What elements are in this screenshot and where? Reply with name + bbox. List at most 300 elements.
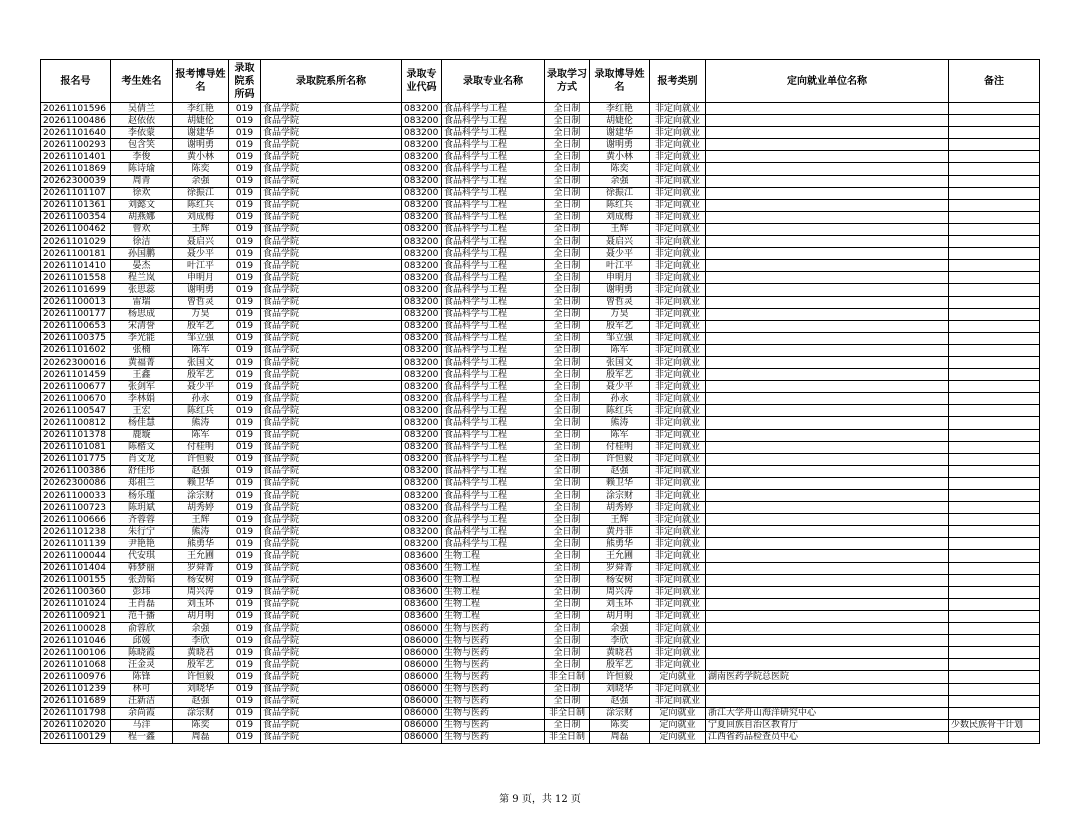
cell-dept-name: 食品学院 xyxy=(261,465,402,477)
table-row xyxy=(41,369,1040,381)
cell-remarks xyxy=(949,647,1040,659)
cell-major-name: 食品科学与工程 xyxy=(442,103,545,115)
cell-applied-supervisor: 涂宗财 xyxy=(173,707,229,719)
cell-dept-name: 食品学院 xyxy=(261,441,402,453)
cell-category: 非定向就业 xyxy=(650,429,706,441)
cell-study-mode: 全日制 xyxy=(545,320,590,332)
cell-remarks xyxy=(949,490,1040,502)
cell-dept-code: 019 xyxy=(229,405,261,417)
cell-name: 舒佳彤 xyxy=(111,465,173,477)
cell-employer xyxy=(706,103,949,115)
cell-study-mode: 全日制 xyxy=(545,332,590,344)
cell-remarks xyxy=(949,260,1040,272)
cell-category: 定向就业 xyxy=(650,707,706,719)
cell-study-mode: 非全日制 xyxy=(545,671,590,683)
cell-study-mode: 全日制 xyxy=(545,139,590,151)
cell-category: 非定向就业 xyxy=(650,441,706,453)
cell-dept-name: 食品学院 xyxy=(261,417,402,429)
cell-major-code: 086000 xyxy=(402,659,442,671)
cell-category: 定向就业 xyxy=(650,671,706,683)
cell-category: 非定向就业 xyxy=(650,344,706,356)
cell-name: 徐欢 xyxy=(111,187,173,199)
table-row xyxy=(41,127,1040,139)
header-col-major-code: 录取专业代码 xyxy=(402,60,442,103)
cell-major-code: 083200 xyxy=(402,296,442,308)
cell-category: 非定向就业 xyxy=(650,659,706,671)
cell-major-code: 083200 xyxy=(402,199,442,211)
cell-dept-code: 019 xyxy=(229,659,261,671)
cell-dept-code: 019 xyxy=(229,490,261,502)
cell-major-code: 086000 xyxy=(402,707,442,719)
cell-admitted-supervisor: 赵强 xyxy=(590,465,650,477)
cell-dept-name: 食品学院 xyxy=(261,248,402,260)
cell-name: 周青 xyxy=(111,175,173,187)
cell-exam-no: 20261100013 xyxy=(41,296,111,308)
cell-major-code: 083200 xyxy=(402,514,442,526)
cell-remarks xyxy=(949,610,1040,622)
cell-study-mode: 全日制 xyxy=(545,610,590,622)
cell-admitted-supervisor: 聂少平 xyxy=(590,248,650,260)
cell-study-mode: 全日制 xyxy=(545,369,590,381)
cell-employer xyxy=(706,236,949,248)
cell-study-mode: 全日制 xyxy=(545,477,590,489)
cell-employer xyxy=(706,490,949,502)
cell-applied-supervisor: 刘成梅 xyxy=(173,211,229,223)
cell-category: 非定向就业 xyxy=(650,465,706,477)
cell-dept-name: 食品学院 xyxy=(261,550,402,562)
cell-exam-no: 20261100462 xyxy=(41,223,111,235)
cell-name: 陈晓霞 xyxy=(111,647,173,659)
cell-remarks xyxy=(949,635,1040,647)
cell-dept-code: 019 xyxy=(229,538,261,550)
cell-applied-supervisor: 陈军 xyxy=(173,344,229,356)
cell-dept-name: 食品学院 xyxy=(261,236,402,248)
cell-applied-supervisor: 殷军艺 xyxy=(173,369,229,381)
cell-name: 尹艳艳 xyxy=(111,538,173,550)
cell-admitted-supervisor: 杨安树 xyxy=(590,574,650,586)
cell-dept-code: 019 xyxy=(229,719,261,731)
cell-employer xyxy=(706,139,949,151)
cell-exam-no: 20261100106 xyxy=(41,647,111,659)
cell-category: 非定向就业 xyxy=(650,127,706,139)
cell-exam-no: 20261100976 xyxy=(41,671,111,683)
cell-major-name: 食品科学与工程 xyxy=(442,344,545,356)
cell-major-name: 食品科学与工程 xyxy=(442,417,545,429)
cell-dept-name: 食品学院 xyxy=(261,719,402,731)
cell-major-code: 083200 xyxy=(402,127,442,139)
cell-dept-name: 食品学院 xyxy=(261,115,402,127)
table-row xyxy=(41,211,1040,223)
cell-remarks xyxy=(949,441,1040,453)
cell-name: 李林娟 xyxy=(111,393,173,405)
cell-name: 马洋 xyxy=(111,719,173,731)
cell-employer xyxy=(706,199,949,211)
table-body xyxy=(41,103,1040,744)
cell-name: 鹿璇 xyxy=(111,429,173,441)
cell-exam-no: 20261101029 xyxy=(41,236,111,248)
cell-major-name: 食品科学与工程 xyxy=(442,199,545,211)
cell-remarks xyxy=(949,308,1040,320)
cell-category: 非定向就业 xyxy=(650,598,706,610)
cell-applied-supervisor: 谢明勇 xyxy=(173,284,229,296)
cell-major-code: 086000 xyxy=(402,683,442,695)
cell-dept-code: 019 xyxy=(229,429,261,441)
cell-major-code: 083200 xyxy=(402,151,442,163)
cell-major-code: 083200 xyxy=(402,320,442,332)
cell-major-code: 083200 xyxy=(402,393,442,405)
cell-exam-no: 20261100666 xyxy=(41,514,111,526)
cell-major-code: 086000 xyxy=(402,671,442,683)
cell-major-code: 086000 xyxy=(402,719,442,731)
header-col-study-mode: 录取学习方式 xyxy=(545,60,590,103)
cell-remarks xyxy=(949,223,1040,235)
cell-major-code: 083200 xyxy=(402,187,442,199)
cell-applied-supervisor: 杨安树 xyxy=(173,574,229,586)
cell-exam-no: 20261100293 xyxy=(41,139,111,151)
cell-dept-code: 019 xyxy=(229,127,261,139)
cell-dept-name: 食品学院 xyxy=(261,598,402,610)
cell-employer xyxy=(706,356,949,368)
cell-admitted-supervisor: 黄小林 xyxy=(590,151,650,163)
cell-major-name: 食品科学与工程 xyxy=(442,453,545,465)
cell-exam-no: 20261100653 xyxy=(41,320,111,332)
cell-admitted-supervisor: 聂启兴 xyxy=(590,236,650,248)
cell-remarks xyxy=(949,356,1040,368)
cell-study-mode: 全日制 xyxy=(545,115,590,127)
cell-major-code: 083200 xyxy=(402,453,442,465)
cell-category: 非定向就业 xyxy=(650,683,706,695)
cell-dept-code: 019 xyxy=(229,103,261,115)
cell-applied-supervisor: 许恒毅 xyxy=(173,453,229,465)
cell-name: 韩梦丽 xyxy=(111,562,173,574)
cell-admitted-supervisor: 涂宗财 xyxy=(590,707,650,719)
cell-category: 非定向就业 xyxy=(650,538,706,550)
cell-study-mode: 全日制 xyxy=(545,719,590,731)
cell-exam-no: 20261101558 xyxy=(41,272,111,284)
cell-remarks xyxy=(949,332,1040,344)
cell-employer xyxy=(706,248,949,260)
table-row xyxy=(41,514,1040,526)
cell-applied-supervisor: 邹立强 xyxy=(173,332,229,344)
cell-applied-supervisor: 殷军艺 xyxy=(173,320,229,332)
table-row xyxy=(41,623,1040,635)
cell-category: 非定向就业 xyxy=(650,453,706,465)
cell-category: 非定向就业 xyxy=(650,199,706,211)
cell-exam-no: 20261100177 xyxy=(41,308,111,320)
cell-major-name: 食品科学与工程 xyxy=(442,163,545,175)
cell-admitted-supervisor: 周兴涛 xyxy=(590,586,650,598)
cell-employer xyxy=(706,465,949,477)
cell-major-name: 食品科学与工程 xyxy=(442,477,545,489)
cell-employer xyxy=(706,320,949,332)
table-row xyxy=(41,538,1040,550)
table-row xyxy=(41,248,1040,260)
cell-exam-no: 20261101689 xyxy=(41,695,111,707)
cell-study-mode: 全日制 xyxy=(545,260,590,272)
cell-dept-code: 019 xyxy=(229,308,261,320)
cell-major-name: 食品科学与工程 xyxy=(442,175,545,187)
cell-applied-supervisor: 王允圃 xyxy=(173,550,229,562)
cell-remarks xyxy=(949,296,1040,308)
cell-exam-no: 20261101699 xyxy=(41,284,111,296)
cell-remarks xyxy=(949,550,1040,562)
cell-remarks xyxy=(949,502,1040,514)
cell-category: 非定向就业 xyxy=(650,223,706,235)
cell-name: 赵依依 xyxy=(111,115,173,127)
cell-applied-supervisor: 赵强 xyxy=(173,695,229,707)
cell-applied-supervisor: 申明月 xyxy=(173,272,229,284)
cell-dept-name: 食品学院 xyxy=(261,683,402,695)
cell-major-code: 083600 xyxy=(402,598,442,610)
cell-major-code: 083600 xyxy=(402,562,442,574)
cell-major-name: 食品科学与工程 xyxy=(442,526,545,538)
cell-dept-name: 食品学院 xyxy=(261,139,402,151)
cell-admitted-supervisor: 谢明勇 xyxy=(590,139,650,151)
cell-admitted-supervisor: 涂宗财 xyxy=(590,490,650,502)
cell-admitted-supervisor: 李欣 xyxy=(590,635,650,647)
cell-employer xyxy=(706,514,949,526)
cell-major-name: 食品科学与工程 xyxy=(442,441,545,453)
cell-applied-supervisor: 周磊 xyxy=(173,731,229,743)
table-row xyxy=(41,598,1040,610)
cell-major-name: 生物与医药 xyxy=(442,683,545,695)
cell-exam-no: 20261101107 xyxy=(41,187,111,199)
cell-admitted-supervisor: 陈军 xyxy=(590,344,650,356)
cell-study-mode: 全日制 xyxy=(545,199,590,211)
cell-category: 非定向就业 xyxy=(650,477,706,489)
cell-study-mode: 全日制 xyxy=(545,284,590,296)
cell-remarks xyxy=(949,103,1040,115)
cell-remarks xyxy=(949,139,1040,151)
cell-exam-no: 20262300086 xyxy=(41,477,111,489)
table-row xyxy=(41,574,1040,586)
cell-major-code: 083600 xyxy=(402,574,442,586)
cell-name: 林可 xyxy=(111,683,173,695)
cell-employer xyxy=(706,369,949,381)
cell-dept-code: 019 xyxy=(229,175,261,187)
cell-dept-code: 019 xyxy=(229,623,261,635)
cell-employer: 江西省药品检查员中心 xyxy=(706,731,949,743)
header-col-applied-supervisor: 报考博导姓名 xyxy=(173,60,229,103)
cell-applied-supervisor: 徐振江 xyxy=(173,187,229,199)
cell-major-name: 食品科学与工程 xyxy=(442,260,545,272)
table-row xyxy=(41,429,1040,441)
cell-major-name: 生物工程 xyxy=(442,562,545,574)
cell-name: 陈玥斌 xyxy=(111,502,173,514)
cell-dept-code: 019 xyxy=(229,296,261,308)
cell-applied-supervisor: 王辉 xyxy=(173,514,229,526)
cell-exam-no: 20261100486 xyxy=(41,115,111,127)
cell-study-mode: 全日制 xyxy=(545,151,590,163)
cell-major-name: 食品科学与工程 xyxy=(442,465,545,477)
cell-major-code: 083200 xyxy=(402,381,442,393)
cell-exam-no: 20261101024 xyxy=(41,598,111,610)
cell-major-name: 食品科学与工程 xyxy=(442,538,545,550)
cell-dept-code: 019 xyxy=(229,550,261,562)
cell-study-mode: 全日制 xyxy=(545,562,590,574)
cell-dept-name: 食品学院 xyxy=(261,223,402,235)
cell-major-name: 食品科学与工程 xyxy=(442,502,545,514)
cell-dept-code: 019 xyxy=(229,223,261,235)
cell-study-mode: 全日制 xyxy=(545,187,590,199)
cell-dept-code: 019 xyxy=(229,477,261,489)
cell-admitted-supervisor: 陈红兵 xyxy=(590,199,650,211)
cell-applied-supervisor: 聂启兴 xyxy=(173,236,229,248)
cell-category: 非定向就业 xyxy=(650,115,706,127)
cell-dept-name: 食品学院 xyxy=(261,332,402,344)
cell-remarks xyxy=(949,671,1040,683)
cell-major-name: 食品科学与工程 xyxy=(442,356,545,368)
cell-admitted-supervisor: 聂少平 xyxy=(590,381,650,393)
cell-category: 非定向就业 xyxy=(650,417,706,429)
cell-major-code: 086000 xyxy=(402,635,442,647)
cell-admitted-supervisor: 殷军艺 xyxy=(590,369,650,381)
cell-category: 非定向就业 xyxy=(650,405,706,417)
table-row xyxy=(41,550,1040,562)
cell-remarks xyxy=(949,381,1040,393)
cell-exam-no: 20262300039 xyxy=(41,175,111,187)
cell-admitted-supervisor: 陈奕 xyxy=(590,719,650,731)
cell-admitted-supervisor: 许恒毅 xyxy=(590,453,650,465)
cell-exam-no: 20261100812 xyxy=(41,417,111,429)
table-row xyxy=(41,659,1040,671)
cell-major-name: 生物与医药 xyxy=(442,731,545,743)
cell-dept-code: 019 xyxy=(229,272,261,284)
cell-employer xyxy=(706,284,949,296)
cell-remarks xyxy=(949,514,1040,526)
cell-admitted-supervisor: 黄丹菲 xyxy=(590,526,650,538)
cell-applied-supervisor: 刘玉环 xyxy=(173,598,229,610)
cell-dept-code: 019 xyxy=(229,199,261,211)
cell-employer xyxy=(706,441,949,453)
cell-admitted-supervisor: 熊涛 xyxy=(590,417,650,429)
cell-major-code: 083200 xyxy=(402,248,442,260)
cell-study-mode: 全日制 xyxy=(545,163,590,175)
cell-study-mode: 全日制 xyxy=(545,393,590,405)
cell-dept-name: 食品学院 xyxy=(261,671,402,683)
table-row xyxy=(41,490,1040,502)
cell-category: 非定向就业 xyxy=(650,308,706,320)
cell-applied-supervisor: 胡婕伦 xyxy=(173,115,229,127)
cell-applied-supervisor: 赵强 xyxy=(173,465,229,477)
cell-exam-no: 20262300016 xyxy=(41,356,111,368)
cell-applied-supervisor: 胡月明 xyxy=(173,610,229,622)
cell-exam-no: 20261102020 xyxy=(41,719,111,731)
cell-category: 非定向就业 xyxy=(650,490,706,502)
cell-employer xyxy=(706,562,949,574)
cell-study-mode: 全日制 xyxy=(545,659,590,671)
cell-admitted-supervisor: 殷军艺 xyxy=(590,320,650,332)
cell-dept-code: 019 xyxy=(229,211,261,223)
table-row xyxy=(41,296,1040,308)
page-footer: 第 9 页，共 12 页 xyxy=(499,794,581,805)
cell-dept-code: 019 xyxy=(229,514,261,526)
cell-employer: 浙江大学舟山海洋研究中心 xyxy=(706,707,949,719)
cell-major-name: 生物与医药 xyxy=(442,647,545,659)
cell-major-name: 食品科学与工程 xyxy=(442,514,545,526)
cell-major-code: 083200 xyxy=(402,284,442,296)
cell-applied-supervisor: 陈奕 xyxy=(173,719,229,731)
cell-employer xyxy=(706,211,949,223)
cell-employer xyxy=(706,574,949,586)
cell-admitted-supervisor: 周磊 xyxy=(590,731,650,743)
cell-dept-code: 019 xyxy=(229,284,261,296)
cell-applied-supervisor: 许恒毅 xyxy=(173,671,229,683)
cell-major-name: 食品科学与工程 xyxy=(442,381,545,393)
cell-remarks xyxy=(949,344,1040,356)
cell-study-mode: 全日制 xyxy=(545,248,590,260)
cell-major-name: 生物与医药 xyxy=(442,707,545,719)
cell-remarks xyxy=(949,574,1040,586)
cell-category: 非定向就业 xyxy=(650,163,706,175)
cell-employer xyxy=(706,635,949,647)
cell-exam-no: 20261101361 xyxy=(41,199,111,211)
cell-dept-name: 食品学院 xyxy=(261,272,402,284)
cell-study-mode: 全日制 xyxy=(545,417,590,429)
cell-name: 俞蓉欣 xyxy=(111,623,173,635)
cell-applied-supervisor: 殷军艺 xyxy=(173,659,229,671)
cell-dept-name: 食品学院 xyxy=(261,647,402,659)
cell-category: 非定向就业 xyxy=(650,514,706,526)
cell-dept-name: 食品学院 xyxy=(261,659,402,671)
cell-category: 非定向就业 xyxy=(650,103,706,115)
cell-major-code: 083200 xyxy=(402,103,442,115)
cell-dept-code: 019 xyxy=(229,441,261,453)
cell-employer xyxy=(706,163,949,175)
cell-name: 齐蓉蓉 xyxy=(111,514,173,526)
cell-dept-code: 019 xyxy=(229,163,261,175)
cell-name: 包含笑 xyxy=(111,139,173,151)
cell-applied-supervisor: 黄小林 xyxy=(173,151,229,163)
cell-applied-supervisor: 罗舜菁 xyxy=(173,562,229,574)
cell-exam-no: 20261101869 xyxy=(41,163,111,175)
table-row xyxy=(41,477,1040,489)
cell-remarks xyxy=(949,598,1040,610)
cell-study-mode: 全日制 xyxy=(545,490,590,502)
cell-study-mode: 非全日制 xyxy=(545,731,590,743)
cell-dept-code: 019 xyxy=(229,393,261,405)
table-row xyxy=(41,163,1040,175)
cell-major-name: 食品科学与工程 xyxy=(442,151,545,163)
cell-remarks xyxy=(949,623,1040,635)
cell-remarks xyxy=(949,683,1040,695)
cell-dept-code: 019 xyxy=(229,332,261,344)
cell-category: 非定向就业 xyxy=(650,647,706,659)
cell-category: 非定向就业 xyxy=(650,526,706,538)
cell-name: 彭玮 xyxy=(111,586,173,598)
cell-employer xyxy=(706,598,949,610)
cell-dept-code: 019 xyxy=(229,151,261,163)
cell-category: 非定向就业 xyxy=(650,272,706,284)
cell-dept-code: 019 xyxy=(229,586,261,598)
cell-study-mode: 全日制 xyxy=(545,381,590,393)
table-row xyxy=(41,562,1040,574)
cell-dept-code: 019 xyxy=(229,369,261,381)
cell-employer xyxy=(706,695,949,707)
cell-major-code: 083600 xyxy=(402,610,442,622)
cell-study-mode: 全日制 xyxy=(545,683,590,695)
cell-applied-supervisor: 谢明勇 xyxy=(173,139,229,151)
cell-employer xyxy=(706,187,949,199)
cell-name: 雷瑞 xyxy=(111,296,173,308)
cell-category: 非定向就业 xyxy=(650,695,706,707)
cell-dept-name: 食品学院 xyxy=(261,260,402,272)
cell-dept-name: 食品学院 xyxy=(261,187,402,199)
header-col-category: 报考类别 xyxy=(650,60,706,103)
header-col-major-name: 录取专业名称 xyxy=(442,60,545,103)
cell-name: 余尚霞 xyxy=(111,707,173,719)
cell-employer xyxy=(706,405,949,417)
